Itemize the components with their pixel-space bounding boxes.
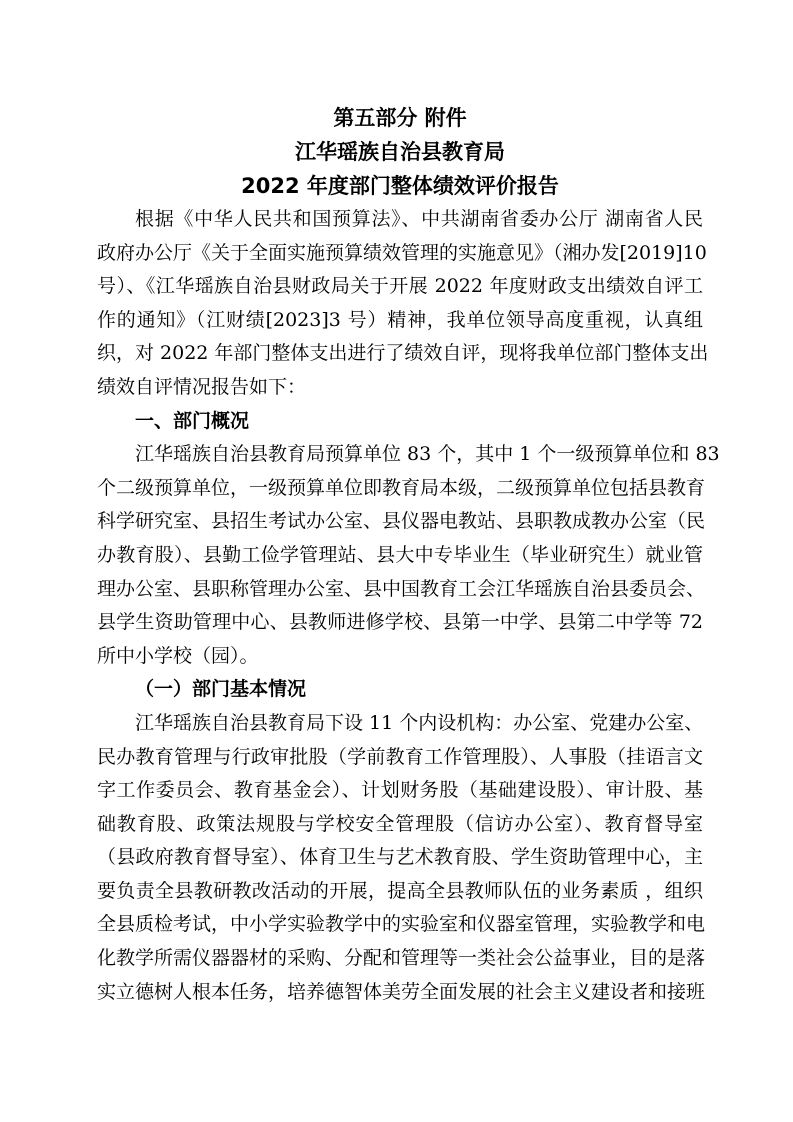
paragraph-line: 织，对 2022 年部门整体支出进行了绩效自评，现将我单位部门整体支出	[97, 342, 709, 365]
paragraph-line: 全县质检考试，中小学实验教学中的实验室和仪器室管理，实验教学和电	[97, 913, 706, 936]
paragraph-line: 县学生资助管理中心、县教师进修学校、县第一中学、县第二中学等 72	[97, 611, 703, 634]
paragraph-line: 理办公室、县职称管理办公室、县中国教育工会江华瑶族自治县委员会、	[97, 577, 706, 600]
paragraph-line: 个二级预算单位，一级预算单位即教育局本级，二级预算单位包括县教育	[97, 476, 706, 499]
paragraph-line: 字工作委员会、教育基金会）、计划财务股（基础建设股）、审计股、基	[97, 779, 703, 802]
intro-paragraph	[97, 203, 709, 405]
paragraph-line: 江华瑶族自治县教育局预算单位 83 个，其中 1 个一级预算单位和 83	[135, 443, 720, 466]
organization-title: 江华瑶族自治县教育局	[295, 140, 505, 164]
paragraph-line: 所中小学校（园）。	[97, 644, 259, 667]
part-title: 第五部分 附件	[333, 106, 467, 130]
paragraph-line: 作的通知》（江财绩[2023]3 号）精神，我单位领导高度重视，认真组	[97, 308, 703, 331]
subsection-heading: （一）部门基本情况	[135, 678, 307, 701]
section-heading: 一、部门概况	[135, 409, 250, 432]
paragraph-line: 科学研究室、县招生考试办公室、县仪器电教站、县职教成教办公室（民	[97, 510, 706, 533]
paragraph-line: 办教育股）、县勤工俭学管理站、县大中专毕业生（毕业研究生）就业管	[97, 543, 703, 566]
paragraph-line: 要负责全县教研教改活动的开展，提高全县教师队伍的业务素质 ，组织	[97, 879, 703, 902]
overview-paragraph	[97, 438, 720, 673]
paragraph-line: 号）、《江华瑶族自治县财政局关于开展 2022 年度财政支出绩效自评工	[97, 275, 703, 298]
paragraph-line: 根据《中华人民共和国预算法》、中共湖南省委办公厅 湖南省人民	[135, 208, 703, 230]
document-page	[97, 101, 720, 1009]
paragraph-line: 础教育股、政策法规股与学校安全管理股（信访办公室）、教育督导室	[97, 812, 703, 835]
paragraph-line: 化教学所需仪器器材的采购、分配和管理等一类社会公益事业，目的是落	[97, 947, 706, 970]
paragraph-line: 民办教育管理与行政审批股（学前教育工作管理股）、人事股（挂语言文	[97, 745, 703, 768]
basic-info-paragraph	[97, 707, 706, 1009]
paragraph-line: 政府办公厅《关于全面实施预算绩效管理的实施意见》（湘办发[2019]10	[97, 241, 707, 264]
paragraph-line: （县政府教育督导室）、体育卫生与艺术教育股、学生资助管理中心，主	[97, 846, 703, 869]
paragraph-line: 实立德树人根本任务，培养德智体美劳全面发展的社会主义建设者和接班	[97, 980, 706, 1003]
report-title: 2022 年度部门整体绩效评价报告	[241, 174, 559, 198]
paragraph-line: 江华瑶族自治县教育局下设 11 个内设机构：办公室、党建办公室、	[135, 711, 704, 734]
paragraph-line: 绩效自评情况报告如下：	[97, 375, 307, 398]
